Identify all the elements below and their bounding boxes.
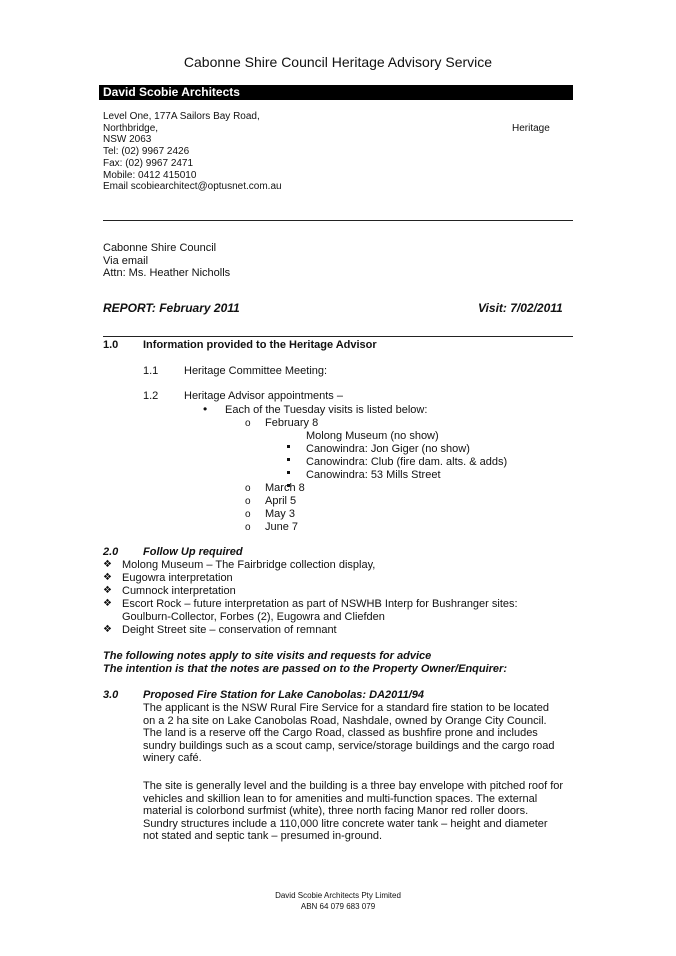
- category-label: Heritage: [512, 123, 550, 134]
- recipient-block: [103, 242, 230, 280]
- email-line: Email scobiearchitect@optusnet.com.au: [103, 181, 282, 193]
- list-item: Each of the Tuesday visits is listed below:: [225, 404, 428, 416]
- list-item: June 7: [265, 521, 299, 533]
- list-item: Escort Rock – future interpretation as part of NSWHB Interp for Bushranger sites:: [122, 598, 518, 610]
- circle-bullet-icon: o: [245, 496, 251, 507]
- diamond-bullet-icon: ❖: [103, 559, 112, 570]
- list-item: April 5: [265, 495, 297, 507]
- paragraph-line: winery café.: [143, 752, 202, 765]
- list-item: Canowindra: Club (fire dam. alts. & adds): [306, 456, 508, 468]
- section-heading: Proposed Fire Station for Lake Canobolas: DA2011/94: [143, 689, 424, 701]
- paragraph-line: sundry buildings such as a scout camp, service/storage buildings and the cargo road: [143, 739, 555, 752]
- diamond-bullet-icon: ❖: [103, 572, 112, 583]
- section-heading: Information provided to the Heritage Advisor: [143, 339, 377, 351]
- list-item: Canowindra: 53 Mills Street: [306, 469, 441, 481]
- paragraph-line: vehicles and skillion lean to for amenities and multi-function spaces. The external: [143, 792, 538, 805]
- list-item: March 8: [265, 482, 305, 494]
- address-line: NSW 2063: [103, 134, 152, 146]
- footer-company: David Scobie Architects Pty Limited: [275, 891, 401, 900]
- recipient-line: Via email: [103, 254, 149, 267]
- recipient-line: Cabonne Shire Council: [103, 242, 217, 254]
- subsection-number: 1.2: [143, 390, 159, 402]
- letterhead-banner: [99, 85, 573, 100]
- list-item-continuation: Goulburn-Collector, Forbes (2), Eugowra and Cliefden: [122, 611, 385, 623]
- address-block: [103, 111, 282, 193]
- section-number: 1.0: [103, 339, 119, 351]
- paragraph: [143, 780, 563, 843]
- paragraph-line: not stated and septic tank – presumed in-ground.: [143, 830, 383, 843]
- bullet-icon: •: [203, 402, 208, 416]
- list-item: Eugowra interpretation: [122, 572, 233, 584]
- paragraph-line: The land is a reserve off the Cargo Road, classed as bushfire prone and includes: [143, 727, 538, 740]
- fax-line: Fax: (02) 9967 2471: [103, 157, 194, 169]
- paragraph-line: Sundry structures include a 110,000 litre concrete water tank – height and diameter: [143, 817, 548, 830]
- list-item: Molong Museum – The Fairbridge collection display,: [122, 559, 376, 571]
- circle-bullet-icon: o: [245, 483, 251, 494]
- section-heading: Follow Up required: [143, 546, 243, 558]
- diamond-bullet-icon: ❖: [103, 585, 112, 596]
- address-line: Level One, 177A Sailors Bay Road,: [103, 111, 260, 122]
- page-title: Cabonne Shire Council Heritage Advisory Service: [183, 54, 493, 70]
- phone-line: Tel: (02) 9967 2426: [103, 146, 190, 158]
- list-item: Cumnock interpretation: [122, 585, 236, 597]
- list-item: February 8: [265, 417, 319, 429]
- list-item: Deight Street site – conservation of remnant: [122, 624, 337, 636]
- notes-line: The intention is that the notes are passed on to the Property Owner/Enquirer:: [103, 663, 507, 675]
- subsection-text: Heritage Committee Meeting:: [184, 365, 328, 377]
- section-number: 3.0: [103, 689, 119, 701]
- list-item: Molong Museum (no show): [306, 430, 439, 442]
- circle-bullet-icon: o: [245, 418, 251, 429]
- list-item: Canowindra: Jon Giger (no show): [306, 443, 470, 455]
- circle-bullet-icon: o: [245, 522, 251, 533]
- circle-bullet-icon: o: [245, 509, 251, 520]
- paragraph-line: material is colorbond surfmist (white), three north facing Manor red roller doors.: [143, 805, 529, 818]
- list-item: May 3: [265, 508, 295, 520]
- section-number: 2.0: [103, 546, 119, 558]
- diamond-bullet-icon: ❖: [103, 598, 112, 609]
- footer-abn: ABN 64 079 683 079: [300, 902, 376, 911]
- address-line: Northbridge,: [103, 122, 159, 134]
- notes-line: The following notes apply to site visits and requests for advice: [103, 650, 432, 662]
- recipient-line: Attn: Ms. Heather Nicholls: [103, 267, 231, 279]
- paragraph-line: The site is generally level and the building is a three bay envelope with pitched roof for: [143, 780, 564, 792]
- paragraph-line: on a 2 ha site on Lake Canobolas Road, Nashdale, owned by Orange City Council.: [143, 714, 547, 727]
- diamond-bullet-icon: ❖: [103, 624, 112, 635]
- divider: [103, 336, 573, 337]
- divider: [103, 220, 573, 221]
- firm-name: David Scobie Architects: [103, 85, 240, 99]
- visit-date: Visit: 7/02/2011: [478, 301, 563, 315]
- paragraph-line: The applicant is the NSW Rural Fire Service for a standard fire station to be located: [143, 702, 549, 714]
- mobile-line: Mobile: 0412 415010: [103, 169, 197, 181]
- paragraph: [143, 702, 555, 765]
- subsection-text: Heritage Advisor appointments –: [184, 390, 343, 402]
- report-title: REPORT: February 2011: [103, 301, 240, 315]
- subsection-number: 1.1: [143, 365, 159, 377]
